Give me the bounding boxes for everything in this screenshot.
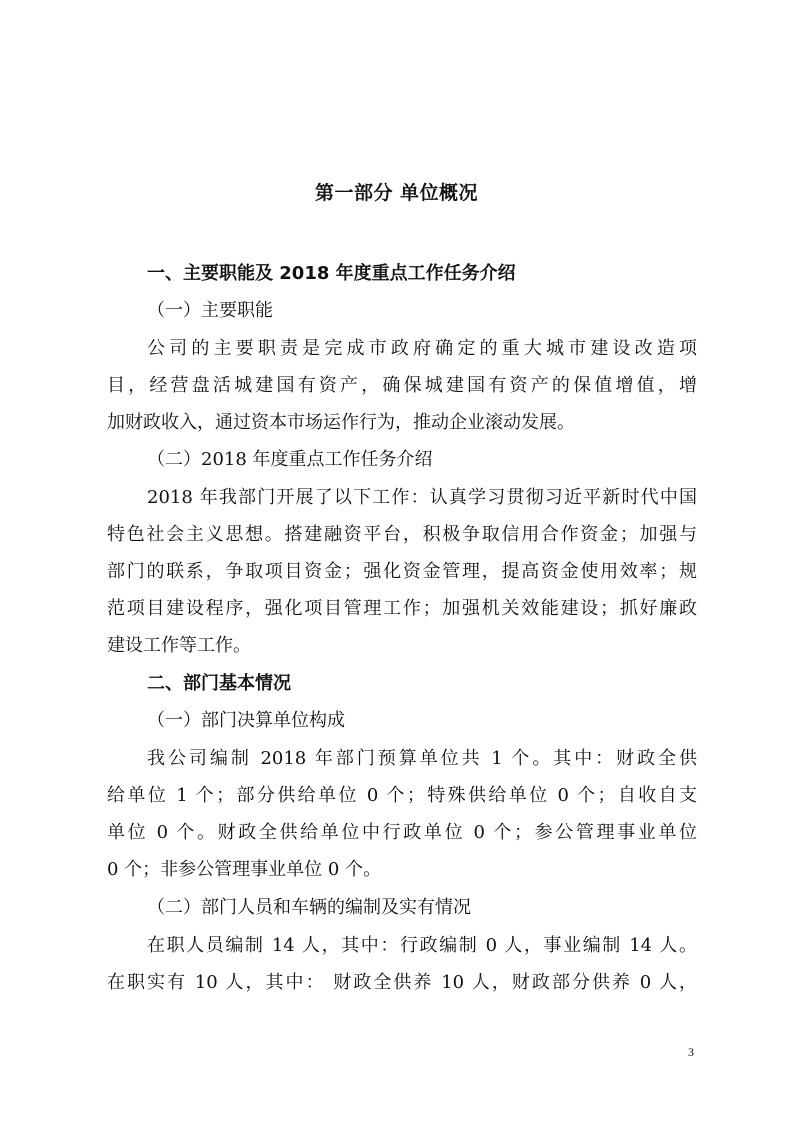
subsection-heading-staff-vehicles: （二）部门人员和车辆的编制及实有情况 [147,897,471,918]
paragraph-line: 在职人员编制 14 人，其中：行政编制 0 人，事业编制 14 人。 [147,935,697,956]
paragraph-line: 部门的联系，争取项目资金；强化资金管理，提高资金使用效率；规 [107,561,697,582]
page-title: 第一部分 单位概况 [314,182,479,204]
paragraph-line: 公司的主要职责是完成市政府确定的重大城市建设改造项 [147,338,697,359]
section-heading-1: 一、主要职能及 2018 年度重点工作任务介绍 [147,263,516,284]
paragraph-line: 0 个；非参公管理事业单位 0 个。 [107,859,382,880]
paragraph-line: 特色社会主义思想。搭建融资平台，积极争取信用合作资金；加强与 [107,524,697,545]
paragraph-line: 我公司编制 2018 年部门预算单位共 1 个。其中：财政全供 [147,748,697,769]
paragraph-line: 在职实有 10 人，其中： 财政全供养 10 人，财政部分供养 0 人， [107,972,697,993]
paragraph-line: 建设工作等工作。 [107,635,251,656]
section-heading-2: 二、部门基本情况 [147,673,291,694]
page-number: 3 [688,1045,694,1059]
subsection-heading-main-functions: （一）主要职能 [147,300,273,321]
paragraph-line: 给单位 1 个；部分供给单位 0 个；特殊供给单位 0 个；自收自支 [107,785,697,806]
paragraph-line: 范项目建设程序，强化项目管理工作；加强机关效能建设；抓好廉政 [107,598,697,619]
paragraph-line: 单位 0 个。财政全供给单位中行政单位 0 个；参公管理事业单位 [107,822,697,843]
subsection-heading-unit-composition: （一）部门决算单位构成 [147,710,345,731]
paragraph-line: 加财政收入，通过资本市场运作行为，推动企业滚动发展。 [107,412,575,433]
paragraph-line: 目，经营盘活城建国有资产，确保城建国有资产的保值增值，增 [107,375,697,396]
paragraph-line: 2018 年我部门开展了以下工作：认真学习贯彻习近平新时代中国 [147,487,697,508]
subsection-heading-key-tasks: （二）2018 年度重点工作任务介绍 [147,449,433,470]
